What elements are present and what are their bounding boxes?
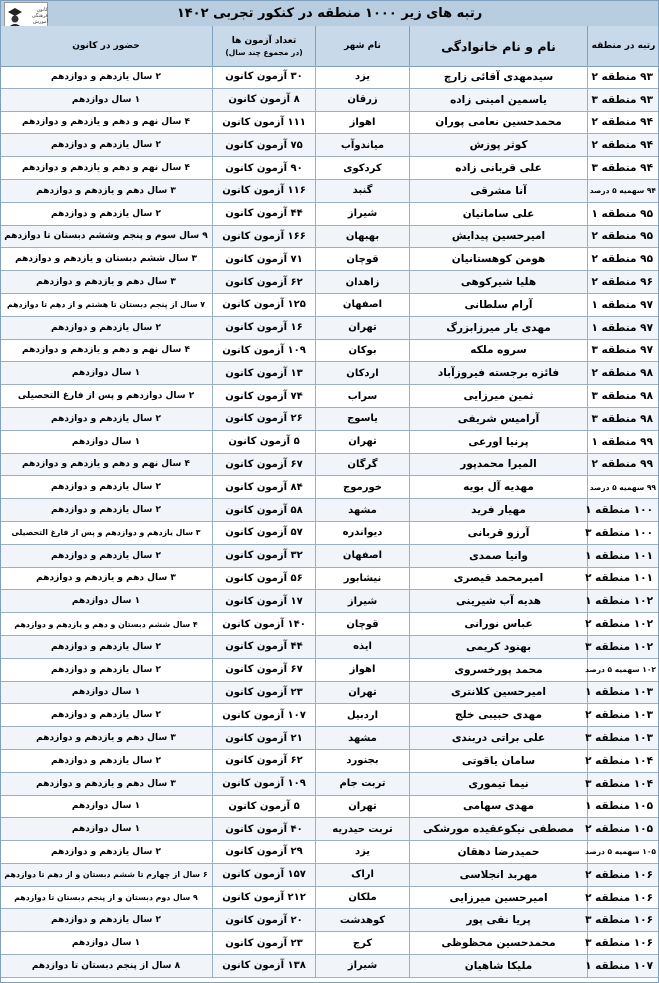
city-cell: خورموج (315, 476, 409, 498)
attendance-cell: ۲ سال یازدهم و دوازدهم (51, 915, 161, 926)
rank-cell: ۱۰۳ منطقه ۱ (587, 682, 659, 704)
attendance-cell: ۲ سال یازدهم و دوازدهم (51, 482, 161, 493)
table-row (0, 203, 659, 226)
city-cell: بوکان (315, 340, 409, 362)
attendance-cell: ۹ سال دوم دبستان و از پنجم دبستان تا دوازدهم (14, 893, 198, 903)
name-cell: پریا نقی پور (409, 909, 587, 931)
rank-cell: ۱۰۴ منطقه ۲ (587, 750, 659, 772)
exams-cell: ۷۴ آزمون کانون (212, 385, 315, 407)
name-cell: آنا مشرقی (409, 180, 587, 202)
table-row (0, 568, 659, 591)
city-cell: زرقان (315, 89, 409, 111)
rank-cell: ۱۰۲ منطقه ۳ (587, 636, 659, 658)
name-cell: هومن کوهستانیان (409, 248, 587, 270)
name-cell: حمیدرضا دهقان (409, 841, 587, 863)
city-cell: گنبد (315, 180, 409, 202)
name-cell: کوثر پوزش (409, 134, 587, 156)
exams-cell: ۱۲۵ آزمون کانون (212, 294, 315, 316)
logo-text: کانون فرهنگی آموزش (31, 7, 48, 25)
city-cell: اصفهان (315, 294, 409, 316)
name-cell: سامان یاقوتی (409, 750, 587, 772)
exams-cell: ۵۷ آزمون کانون (212, 522, 315, 544)
city-cell: یزد (315, 66, 409, 88)
exams-cell: ۵ آزمون کانون (212, 796, 315, 818)
rank-cell: ۹۸ منطقه ۳ (587, 385, 659, 407)
exams-cell: ۱۶ آزمون کانون (212, 317, 315, 339)
name-cell: ثمین میرزایی (409, 385, 587, 407)
city-cell: قوچان (315, 613, 409, 635)
rank-cell: ۹۸ منطقه ۳ (587, 408, 659, 430)
table-row (0, 864, 659, 887)
header-name: نام و نام خانوادگی (409, 26, 587, 66)
name-cell: مهدی یار میرزابزرگ (409, 317, 587, 339)
attendance-cell: ۳ سال یازدهم و دوازدهم و پس از فارغ التحصیلی (11, 528, 201, 538)
table-row (0, 545, 659, 568)
exams-cell: ۱۶۶ آزمون کانون (212, 226, 315, 248)
city-cell: تهران (315, 431, 409, 453)
rank-cell: ۹۷ منطقه ۳ (587, 340, 659, 362)
rank-cell: ۹۵ منطقه ۲ (587, 248, 659, 270)
table-row (0, 317, 659, 340)
table-row (0, 613, 659, 636)
table-row (0, 499, 659, 522)
name-cell: سیدمهدی آقائی زارچ (409, 66, 587, 88)
name-cell: مهیار فرید (409, 499, 587, 521)
city-cell: اراک (315, 864, 409, 886)
city-cell: زاهدان (315, 271, 409, 293)
attendance-cell: ۱ سال دوازدهم (71, 94, 141, 105)
rank-cell: ۹۷ منطقه ۱ (587, 317, 659, 339)
city-cell: اصفهان (315, 545, 409, 567)
attendance-cell: ۲ سال یازدهم و دوازدهم (51, 413, 161, 424)
rank-cell: ۱۰۶ منطقه ۳ (587, 909, 659, 931)
name-cell: امیرمحمد قیصری (409, 568, 587, 590)
name-cell: بهنود کریمی (409, 636, 587, 658)
attendance-cell: ۲ سال یازدهم و دوازدهم (51, 846, 161, 857)
attendance-cell: ۴ سال نهم و دهم و یازدهم و دوازدهم (22, 163, 190, 174)
rank-cell: ۹۶ منطقه ۲ (587, 271, 659, 293)
rank-cell: ۹۴ سهمیه ۵ درصد (587, 180, 659, 202)
exams-cell: ۱۰۹ آزمون کانون (212, 773, 315, 795)
name-cell: عباس نورانی (409, 613, 587, 635)
header-city: نام شهر (315, 26, 409, 66)
rank-cell: ۱۰۳ منطقه ۳ (587, 727, 659, 749)
table-row (0, 385, 659, 408)
attendance-cell: ۱ سال دوازدهم (71, 938, 141, 949)
exams-cell: ۲۳ آزمون کانون (212, 682, 315, 704)
table-row (0, 590, 659, 613)
name-cell: علی سامانیان (409, 203, 587, 225)
exams-cell: ۳۰ آزمون کانون (212, 66, 315, 88)
rank-cell: ۹۴ منطقه ۲ (587, 134, 659, 156)
city-cell: تربت جام (315, 773, 409, 795)
name-cell: ملیکا شاهیان (409, 955, 587, 977)
table-row (0, 682, 659, 705)
city-cell: بهبهان (315, 226, 409, 248)
city-cell: یزد (315, 841, 409, 863)
table-row (0, 226, 659, 249)
attendance-cell: ۹ سال سوم و پنجم وششم دبستان تا دوازدهم (4, 231, 208, 242)
attendance-cell: ۷ سال از پنجم دبستان تا هشتم و از دهم تا دوازدهم (6, 300, 206, 310)
table-row (0, 362, 659, 385)
city-cell: تهران (315, 317, 409, 339)
exams-cell: ۸۴ آزمون کانون (212, 476, 315, 498)
table-row (0, 887, 659, 910)
attendance-cell: ۲ سال یازدهم و دوازدهم (51, 208, 161, 219)
attendance-cell: ۸ سال از پنجم دبستان تا دوازدهم (31, 960, 181, 971)
attendance-cell: ۳ سال دهم و یازدهم و دوازدهم (36, 733, 176, 743)
table-row (0, 636, 659, 659)
rank-cell: ۹۸ منطقه ۲ (587, 362, 659, 384)
rank-cell: ۹۴ منطقه ۳ (587, 157, 659, 179)
rank-cell: ۱۰۵ سهمیه ۵ درصد (587, 841, 659, 863)
table-row (0, 112, 659, 135)
rank-cell: ۹۹ منطقه ۲ (587, 454, 659, 476)
name-cell: آرام سلطانی (409, 294, 587, 316)
rank-cell: ۱۰۲ منطقه ۲ (587, 613, 659, 635)
table-title: رتبه های زیر ۱۰۰۰ منطقه در کنکور تجربی ۱۴۰۲ (0, 0, 659, 27)
rank-cell: ۹۳ منطقه ۲ (587, 66, 659, 88)
name-cell: امیرحسین کلانتری (409, 682, 587, 704)
name-cell: محمدحسین محظوظی (409, 932, 587, 954)
exams-cell: ۶۲ آزمون کانون (212, 750, 315, 772)
city-cell: ایذه (315, 636, 409, 658)
exams-cell: ۶۷ آزمون کانون (212, 454, 315, 476)
name-cell: یاسمین امینی زاده (409, 89, 587, 111)
attendance-cell: ۲ سال یازدهم و دوازدهم (51, 140, 161, 151)
exams-cell: ۱۳ آزمون کانون (212, 362, 315, 384)
exams-cell: ۶۲ آزمون کانون (212, 271, 315, 293)
exams-cell: ۴۴ آزمون کانون (212, 203, 315, 225)
header-exams: تعداد آزمون ها (در مجموع چند سال) (212, 26, 315, 66)
rank-cell: ۱۰۱ منطقه ۲ (587, 568, 659, 590)
attendance-cell: ۲ سال دوازدهم و پس از فارغ التحصیلی (17, 391, 195, 402)
rank-cell: ۱۰۶ منطقه ۳ (587, 932, 659, 954)
rank-cell: ۹۹ منطقه ۱ (587, 431, 659, 453)
table-row (0, 340, 659, 363)
city-cell: تربت حیدریه (315, 818, 409, 840)
city-cell: بجنورد (315, 750, 409, 772)
table-row (0, 294, 659, 317)
exams-cell: ۲۰ آزمون کانون (212, 909, 315, 931)
rank-cell: ۱۰۴ منطقه ۳ (587, 773, 659, 795)
city-cell: شیراز (315, 203, 409, 225)
table-row (0, 796, 659, 819)
rank-cell: ۱۰۲ منطقه ۱ (587, 590, 659, 612)
name-cell: هلیا شیرکوهی (409, 271, 587, 293)
city-cell: اهواز (315, 112, 409, 134)
rank-cell: ۱۰۱ منطقه ۱ (587, 545, 659, 567)
attendance-cell: ۱ سال دوازدهم (71, 687, 141, 698)
rank-cell: ۹۳ منطقه ۳ (587, 89, 659, 111)
name-cell: آرزو قربانی (409, 522, 587, 544)
table-body (0, 66, 659, 978)
exams-cell: ۱۰۹ آزمون کانون (212, 340, 315, 362)
table-row (0, 271, 659, 294)
rank-cell: ۱۰۵ منطقه ۱ (587, 796, 659, 818)
name-cell: امیرحسین پیدایش (409, 226, 587, 248)
table-row (0, 89, 659, 112)
name-cell: وانیا صمدی (409, 545, 587, 567)
rank-cell: ۱۰۷ منطقه ۱ (587, 955, 659, 977)
rank-cell: ۱۰۵ منطقه ۲ (587, 818, 659, 840)
attendance-cell: ۴ سال نهم و دهم و یازدهم و دوازدهم (22, 459, 190, 470)
name-cell: محمدحسین نعامی پوران (409, 112, 587, 134)
exams-cell: ۴۰ آزمون کانون (212, 818, 315, 840)
exams-cell: ۵ آزمون کانون (212, 431, 315, 453)
name-cell: سروه ملکه (409, 340, 587, 362)
table-row (0, 66, 659, 89)
exams-cell: ۱۴۰ آزمون کانون (212, 613, 315, 635)
city-cell: ملکان (315, 887, 409, 909)
attendance-cell: ۱ سال دوازدهم (71, 824, 141, 835)
attendance-cell: ۳ سال دهم و یازدهم و دوازدهم (36, 778, 176, 789)
attendance-cell: ۳ سال دهم و یازدهم و دوازدهم (36, 185, 176, 196)
attendance-cell: ۴ سال نهم و دهم و یازدهم و دوازدهم (22, 117, 190, 128)
attendance-cell: ۳ سال ششم دبستان و یازدهم و دوازدهم (15, 254, 197, 265)
header-exams-sub: (در مجموع چند سال) (225, 47, 303, 57)
table-row (0, 659, 659, 682)
city-cell: گرگان (315, 454, 409, 476)
name-cell: فائزه برجسته فیروزآباد (409, 362, 587, 384)
name-cell: علی قربانی زاده (409, 157, 587, 179)
table-row (0, 248, 659, 271)
rank-cell: ۹۹ سهمیه ۵ درصد (587, 476, 659, 498)
attendance-cell: ۱ سال دوازدهم (71, 368, 141, 379)
name-cell: پرنیا اورعی (409, 431, 587, 453)
table-row (0, 727, 659, 750)
rank-cell: ۱۰۰ منطقه ۱ (587, 499, 659, 521)
exams-cell: ۹۰ آزمون کانون (212, 157, 315, 179)
name-cell: مهربد انجلاسی (409, 864, 587, 886)
name-cell: نیما تیموری (409, 773, 587, 795)
name-cell: المیرا محمدپور (409, 454, 587, 476)
attendance-cell: ۱ سال دوازدهم (71, 801, 141, 812)
exams-cell: ۲۱۲ آزمون کانون (212, 887, 315, 909)
city-cell: شیراز (315, 955, 409, 977)
city-cell: کوهدشت (315, 909, 409, 931)
table-row (0, 773, 659, 796)
rank-cell: ۹۵ منطقه ۱ (587, 203, 659, 225)
name-cell: مصطفی نیکوعقیده مورشکی (409, 818, 587, 840)
rank-cell: ۹۴ منطقه ۲ (587, 112, 659, 134)
rank-cell: ۱۰۲ سهمیه ۵ درصد (587, 659, 659, 681)
table-row (0, 431, 659, 454)
exams-cell: ۴۴ آزمون کانون (212, 636, 315, 658)
exams-cell: ۱۰۷ آزمون کانون (212, 704, 315, 726)
table-row (0, 180, 659, 203)
table-row (0, 818, 659, 841)
exams-cell: ۷۵ آزمون کانون (212, 134, 315, 156)
header-attendance: حضور در کانون (72, 41, 140, 51)
exams-cell: ۱۱۶ آزمون کانون (212, 180, 315, 202)
city-cell: مشهد (315, 499, 409, 521)
attendance-cell: ۶ سال از چهارم تا ششم دبستان و از دهم تا دوازدهم (4, 870, 208, 880)
city-cell: دیواندره (315, 522, 409, 544)
exams-cell: ۱۵۷ آزمون کانون (212, 864, 315, 886)
city-cell: مشهد (315, 727, 409, 749)
exams-cell: ۲۹ آزمون کانون (212, 841, 315, 863)
table-row (0, 522, 659, 545)
table-row (0, 134, 659, 157)
rank-cell: ۱۰۶ منطقه ۲ (587, 887, 659, 909)
attendance-cell: ۳ سال دهم و یازدهم و دوازدهم (36, 277, 176, 288)
name-cell: آرامیس شریفی (409, 408, 587, 430)
attendance-cell: ۱ سال دوازدهم (71, 436, 141, 447)
attendance-cell: ۲ سال یازدهم و دوازدهم (51, 71, 161, 82)
exams-cell: ۲۱ آزمون کانون (212, 727, 315, 749)
exams-cell: ۶۷ آزمون کانون (212, 659, 315, 681)
rank-cell: ۹۷ منطقه ۱ (587, 294, 659, 316)
city-cell: نیشابور (315, 568, 409, 590)
table-row (0, 704, 659, 727)
city-cell: کرج (315, 932, 409, 954)
attendance-cell: ۱ سال دوازدهم (71, 596, 141, 607)
exams-cell: ۲۳ آزمون کانون (212, 932, 315, 954)
city-cell: شیراز (315, 590, 409, 612)
name-cell: مهدی حبیبی خلج (409, 704, 587, 726)
attendance-cell: ۴ سال ششم دبستان و دهم و یازدهم و دوازدهم (14, 619, 198, 629)
rank-cell: ۹۵ منطقه ۲ (587, 226, 659, 248)
city-cell: تهران (315, 796, 409, 818)
name-cell: مهدی سهامی (409, 796, 587, 818)
attendance-cell: ۲ سال یازدهم و دوازدهم (51, 322, 161, 333)
city-cell: تهران (315, 682, 409, 704)
exams-cell: ۸ آزمون کانون (212, 89, 315, 111)
attendance-cell: ۳ سال دهم و یازدهم و دوازدهم (36, 573, 176, 584)
city-cell: اردبیل (315, 704, 409, 726)
exams-cell: ۳۲ آزمون کانون (212, 545, 315, 567)
name-cell: علی براتی دربندی (409, 727, 587, 749)
table-header (0, 26, 659, 67)
table-row (0, 454, 659, 477)
attendance-cell: ۲ سال یازدهم و دوازدهم (51, 550, 161, 561)
city-cell: کردکوی (315, 157, 409, 179)
exams-cell: ۲۶ آزمون کانون (212, 408, 315, 430)
exams-cell: ۱۷ آزمون کانون (212, 590, 315, 612)
name-cell: امیرحسین میرزایی (409, 887, 587, 909)
table-row (0, 476, 659, 499)
name-cell: محمد پورخسروی (409, 659, 587, 681)
exams-cell: ۵۶ آزمون کانون (212, 568, 315, 590)
attendance-cell: ۲ سال یازدهم و دوازدهم (51, 505, 161, 516)
attendance-cell: ۴ سال نهم و دهم و یازدهم و دوازدهم (22, 345, 190, 356)
attendance-cell: ۲ سال یازدهم و دوازدهم (51, 641, 161, 652)
rank-cell: ۱۰۶ منطقه ۲ (587, 864, 659, 886)
table-row (0, 955, 659, 978)
exams-cell: ۱۳۸ آزمون کانون (212, 955, 315, 977)
table-row (0, 750, 659, 773)
rank-cell: ۱۰۰ منطقه ۳ (587, 522, 659, 544)
table-row (0, 909, 659, 932)
table-row (0, 841, 659, 864)
city-cell: اردکان (315, 362, 409, 384)
header-rank: رتبه در منطقه (587, 26, 659, 66)
city-cell: اهواز (315, 659, 409, 681)
city-cell: میاندوآب (315, 134, 409, 156)
rank-cell: ۱۰۳ منطقه ۲ (587, 704, 659, 726)
name-cell: هدیه آب شیرینی (409, 590, 587, 612)
city-cell: قوچان (315, 248, 409, 270)
table-row (0, 408, 659, 431)
attendance-cell: ۲ سال یازدهم و دوازدهم (51, 664, 161, 675)
attendance-cell: ۲ سال یازدهم و دوازدهم (51, 755, 161, 766)
table-row (0, 157, 659, 180)
city-cell: سراب (315, 385, 409, 407)
name-cell: مهدیه آل بویه (409, 476, 587, 498)
attendance-cell: ۲ سال یازدهم و دوازدهم (51, 710, 161, 721)
exams-cell: ۷۱ آزمون کانون (212, 248, 315, 270)
city-cell: یاسوج (315, 408, 409, 430)
exams-cell: ۵۸ آزمون کانون (212, 499, 315, 521)
exams-cell: ۱۱۱ آزمون کانون (212, 112, 315, 134)
table-row (0, 932, 659, 955)
